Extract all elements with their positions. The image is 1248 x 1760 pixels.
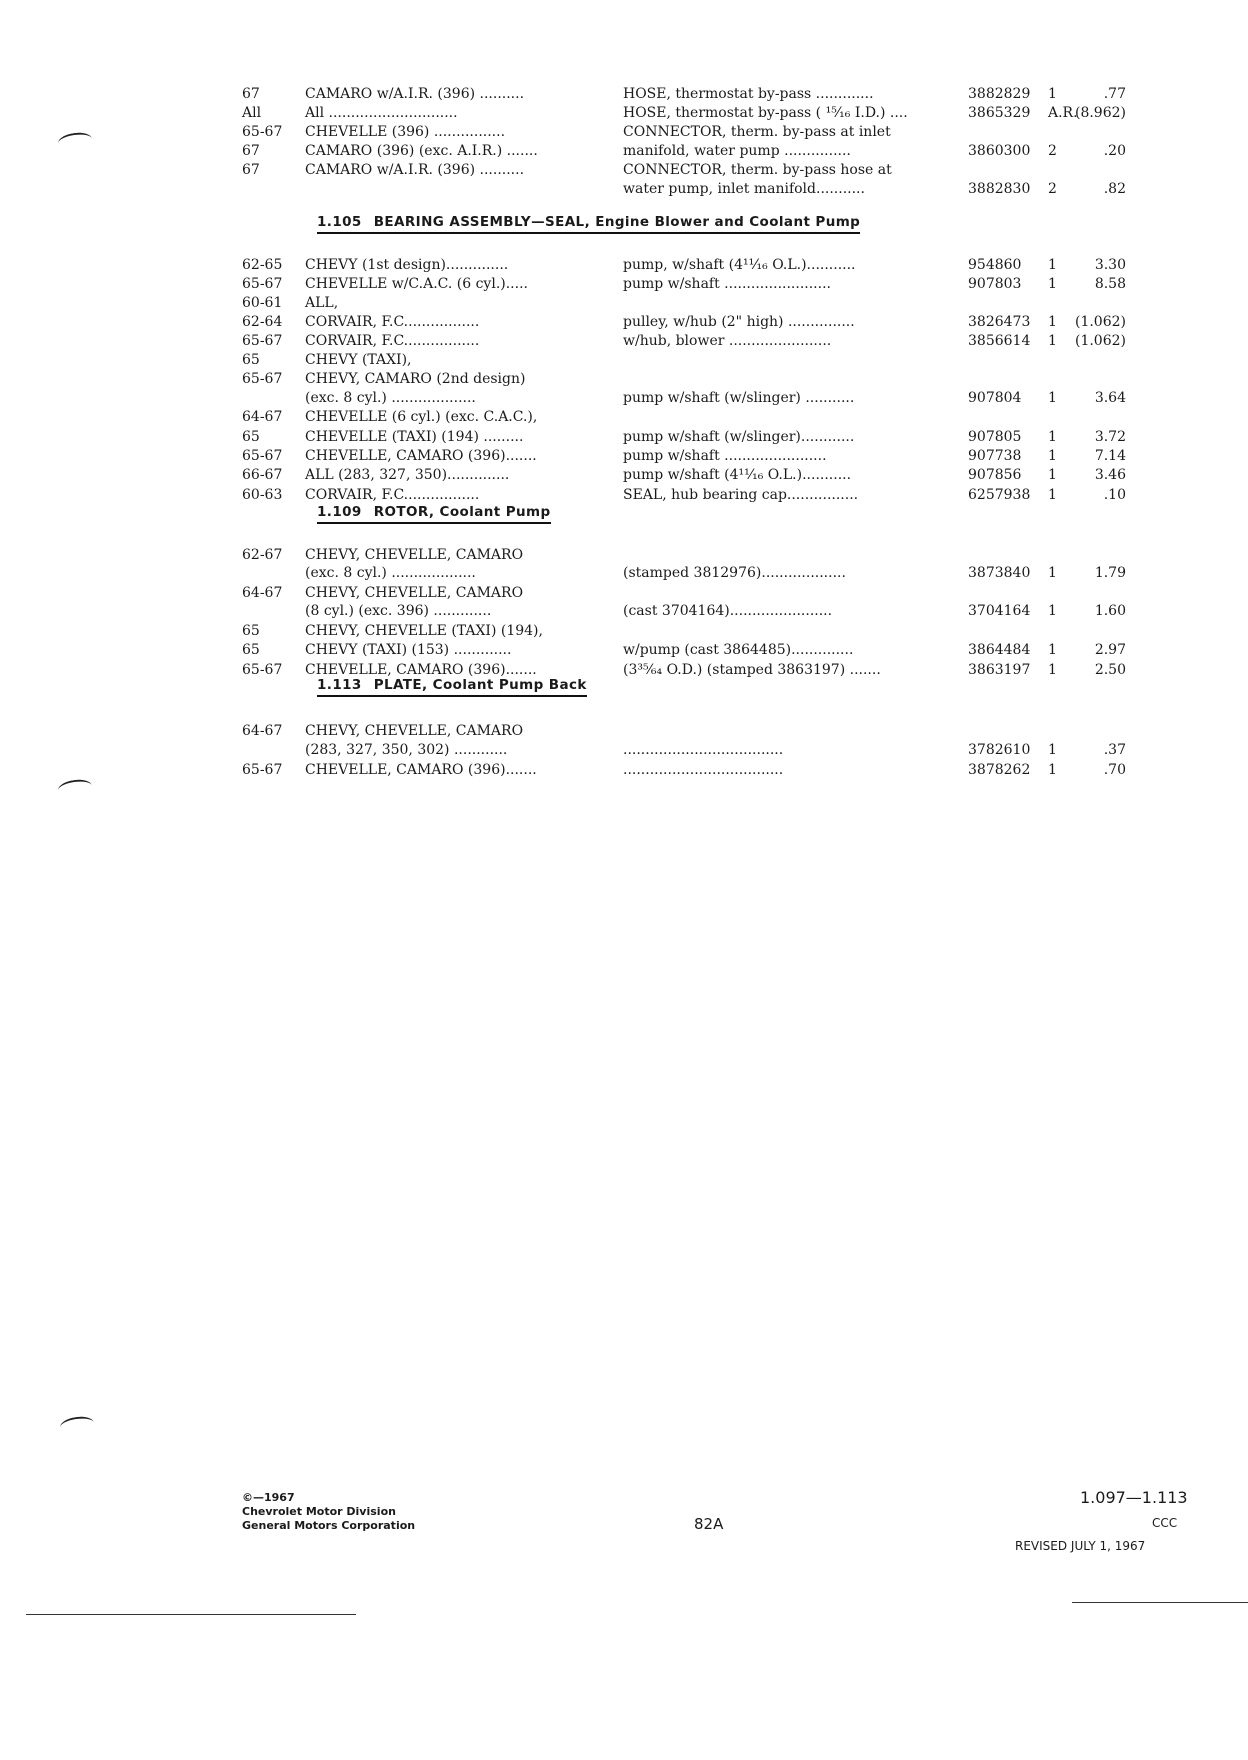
quantity: 1 bbox=[1048, 762, 1057, 778]
vehicle-model: CORVAIR, F.C................. bbox=[305, 314, 480, 330]
model-year: 65 bbox=[242, 352, 260, 368]
parts-row bbox=[0, 601, 1248, 621]
list-price: 2.97 bbox=[1094, 642, 1126, 658]
list-price: 3.46 bbox=[1094, 467, 1126, 483]
parts-row bbox=[0, 369, 1248, 389]
parts-row bbox=[0, 760, 1248, 780]
model-year: 67 bbox=[242, 143, 260, 159]
list-price: .70 bbox=[1103, 762, 1126, 778]
model-year: 65-67 bbox=[242, 448, 283, 464]
part-description: HOSE, thermostat by-pass ............. bbox=[623, 86, 874, 102]
vehicle-model: CHEVELLE (TAXI) (194) ......... bbox=[305, 429, 524, 445]
vehicle-model: CHEVY, CHEVELLE, CAMARO bbox=[305, 723, 524, 739]
vehicle-model: CHEVY, CAMARO (2nd design) bbox=[305, 371, 526, 387]
part-number: 3863197 bbox=[968, 662, 1031, 678]
part-number: 954860 bbox=[968, 257, 1022, 273]
vehicle-model: CHEVELLE (396) ................ bbox=[305, 124, 506, 140]
section-title: ROTOR, Coolant Pump bbox=[373, 504, 551, 520]
list-price: .37 bbox=[1103, 742, 1126, 758]
parts-row bbox=[0, 255, 1248, 275]
model-year: 65-67 bbox=[242, 371, 283, 387]
quantity: 1 bbox=[1048, 390, 1057, 406]
part-number: 3882830 bbox=[968, 181, 1031, 197]
model-year: 62-67 bbox=[242, 547, 283, 563]
section-number: 1.105 bbox=[317, 214, 362, 230]
model-year: 64-67 bbox=[242, 585, 283, 601]
quantity: 1 bbox=[1048, 429, 1057, 445]
list-price: 3.72 bbox=[1094, 429, 1126, 445]
vehicle-model: CHEVELLE w/C.A.C. (6 cyl.)..... bbox=[305, 276, 528, 292]
part-description: w/hub, blower ....................... bbox=[623, 333, 832, 349]
binding-mark bbox=[59, 1415, 95, 1436]
quantity: 1 bbox=[1048, 642, 1057, 658]
model-year: 60-61 bbox=[242, 295, 283, 311]
part-description: pump w/shaft (4¹¹⁄₁₆ O.L.)........... bbox=[623, 467, 852, 483]
list-price: 3.30 bbox=[1094, 257, 1126, 273]
list-price: 1.60 bbox=[1094, 603, 1126, 619]
parts-row bbox=[0, 485, 1248, 505]
vehicle-model: CHEVY, CHEVELLE (TAXI) (194), bbox=[305, 623, 543, 639]
section-heading bbox=[317, 213, 860, 234]
parts-row bbox=[0, 312, 1248, 332]
quantity: 1 bbox=[1048, 603, 1057, 619]
part-number: 3782610 bbox=[968, 742, 1031, 758]
vehicle-model: (exc. 8 cyl.) ................... bbox=[305, 565, 476, 581]
section-title: PLATE, Coolant Pump Back bbox=[373, 677, 587, 693]
part-number: 907804 bbox=[968, 390, 1022, 406]
vehicle-model: All ............................. bbox=[305, 105, 458, 121]
parts-row bbox=[0, 621, 1248, 641]
section-title: BEARING ASSEMBLY—SEAL, Engine Blower and Coolant Pump bbox=[373, 214, 861, 230]
corporation: General Motors Corporation bbox=[242, 1519, 416, 1532]
part-number: 907805 bbox=[968, 429, 1022, 445]
parts-row bbox=[0, 122, 1248, 142]
vehicle-model: CAMARO w/A.I.R. (396) .......... bbox=[305, 162, 525, 178]
vehicle-model: (exc. 8 cyl.) ................... bbox=[305, 390, 476, 406]
part-description: (3³⁵⁄₆₄ O.D.) (stamped 3863197) ....... bbox=[623, 662, 881, 678]
part-number: 3865329 bbox=[968, 105, 1031, 121]
part-description: pump w/shaft (w/slinger)............ bbox=[623, 429, 855, 445]
part-description: (cast 3704164)....................... bbox=[623, 603, 833, 619]
part-number: 3882829 bbox=[968, 86, 1031, 102]
section-heading bbox=[317, 676, 587, 697]
model-year: 65 bbox=[242, 642, 260, 658]
quantity: 1 bbox=[1048, 314, 1057, 330]
vehicle-model: (8 cyl.) (exc. 396) ............. bbox=[305, 603, 492, 619]
part-description: pump w/shaft ........................ bbox=[623, 276, 831, 292]
page-number: 82A bbox=[694, 1515, 724, 1533]
model-year: 65-67 bbox=[242, 124, 283, 140]
model-year: 65-67 bbox=[242, 762, 283, 778]
quantity: A.R. bbox=[1048, 105, 1078, 121]
part-number: 6257938 bbox=[968, 487, 1031, 503]
footer-publisher bbox=[242, 1491, 415, 1533]
bottom-rule-right bbox=[1072, 1602, 1248, 1603]
vehicle-model: CHEVY (TAXI), bbox=[305, 352, 412, 368]
quantity: 1 bbox=[1048, 333, 1057, 349]
part-description: CONNECTOR, therm. by-pass hose at bbox=[623, 162, 892, 178]
part-description: .................................... bbox=[623, 742, 784, 758]
part-description: pulley, w/hub (2" high) ............... bbox=[623, 314, 855, 330]
part-number: 3873840 bbox=[968, 565, 1031, 581]
quantity: 1 bbox=[1048, 86, 1057, 102]
vehicle-model: ALL, bbox=[305, 295, 339, 311]
parts-row bbox=[0, 465, 1248, 485]
vehicle-model: CAMARO w/A.I.R. (396) .......... bbox=[305, 86, 525, 102]
parts-row bbox=[0, 640, 1248, 660]
vehicle-model: CHEVELLE (6 cyl.) (exc. C.A.C.), bbox=[305, 409, 538, 425]
part-description: (stamped 3812976)................... bbox=[623, 565, 846, 581]
model-year: 64-67 bbox=[242, 409, 283, 425]
part-number: 907803 bbox=[968, 276, 1022, 292]
part-number: 3860300 bbox=[968, 143, 1031, 159]
parts-row bbox=[0, 427, 1248, 447]
vehicle-model: CHEVELLE, CAMARO (396)....... bbox=[305, 662, 537, 678]
part-number: 3856614 bbox=[968, 333, 1031, 349]
parts-row bbox=[0, 84, 1248, 104]
model-year: 62-64 bbox=[242, 314, 283, 330]
vehicle-model: ALL (283, 327, 350).............. bbox=[305, 467, 510, 483]
vehicle-model: CHEVELLE, CAMARO (396)....... bbox=[305, 448, 537, 464]
list-price: .77 bbox=[1103, 86, 1126, 102]
section-number: 1.113 bbox=[317, 677, 362, 693]
list-price: .10 bbox=[1103, 487, 1126, 503]
vehicle-model: CHEVY (TAXI) (153) ............. bbox=[305, 642, 512, 658]
quantity: 1 bbox=[1048, 662, 1057, 678]
list-price: 7.14 bbox=[1094, 448, 1126, 464]
list-price: (1.062) bbox=[1074, 333, 1126, 349]
list-price: 2.50 bbox=[1094, 662, 1126, 678]
parts-row bbox=[0, 583, 1248, 603]
parts-row bbox=[0, 446, 1248, 466]
part-description: .................................... bbox=[623, 762, 784, 778]
vehicle-model: CAMARO (396) (exc. A.I.R.) ....... bbox=[305, 143, 538, 159]
vehicle-model: CHEVELLE, CAMARO (396)....... bbox=[305, 762, 537, 778]
part-description: pump w/shaft (w/slinger) ........... bbox=[623, 390, 855, 406]
parts-row bbox=[0, 293, 1248, 313]
part-description: HOSE, thermostat by-pass ( ¹⁵⁄₁₆ I.D.) .... bbox=[623, 105, 908, 121]
part-number: 3826473 bbox=[968, 314, 1031, 330]
parts-row bbox=[0, 160, 1248, 180]
parts-row bbox=[0, 563, 1248, 583]
model-year: 65-67 bbox=[242, 276, 283, 292]
part-number: 907738 bbox=[968, 448, 1022, 464]
list-price: (8.962) bbox=[1074, 105, 1126, 121]
parts-row bbox=[0, 721, 1248, 741]
parts-row bbox=[0, 103, 1248, 123]
quantity: 1 bbox=[1048, 276, 1057, 292]
model-year: 65 bbox=[242, 623, 260, 639]
vehicle-model: CORVAIR, F.C................. bbox=[305, 487, 480, 503]
part-description: w/pump (cast 3864485).............. bbox=[623, 642, 854, 658]
group-range: 1.097—1.113 bbox=[1080, 1488, 1188, 1507]
quantity: 1 bbox=[1048, 565, 1057, 581]
model-year: 66-67 bbox=[242, 467, 283, 483]
parts-row bbox=[0, 274, 1248, 294]
parts-row bbox=[0, 179, 1248, 199]
part-description: water pump, inlet manifold........... bbox=[623, 181, 865, 197]
parts-row bbox=[0, 141, 1248, 161]
part-number: 3864484 bbox=[968, 642, 1031, 658]
parts-row bbox=[0, 660, 1248, 680]
model-year: 67 bbox=[242, 86, 260, 102]
parts-row bbox=[0, 331, 1248, 351]
part-description: manifold, water pump ............... bbox=[623, 143, 851, 159]
quantity: 2 bbox=[1048, 181, 1057, 197]
model-year: 62-65 bbox=[242, 257, 283, 273]
part-description: SEAL, hub bearing cap................ bbox=[623, 487, 859, 503]
list-price: .20 bbox=[1103, 143, 1126, 159]
part-description: CONNECTOR, therm. by-pass at inlet bbox=[623, 124, 891, 140]
vehicle-model: (283, 327, 350, 302) ............ bbox=[305, 742, 508, 758]
parts-row bbox=[0, 740, 1248, 760]
vehicle-model: CHEVY, CHEVELLE, CAMARO bbox=[305, 585, 524, 601]
vehicle-model: CHEVY (1st design).............. bbox=[305, 257, 509, 273]
parts-row bbox=[0, 407, 1248, 427]
quantity: 1 bbox=[1048, 487, 1057, 503]
model-year: 65 bbox=[242, 429, 260, 445]
part-number: 3704164 bbox=[968, 603, 1031, 619]
copyright: ©—1967 bbox=[242, 1491, 295, 1504]
catalog-code: CCC bbox=[1152, 1516, 1178, 1530]
quantity: 1 bbox=[1048, 448, 1057, 464]
vehicle-model: CHEVY, CHEVELLE, CAMARO bbox=[305, 547, 524, 563]
section-heading bbox=[317, 503, 551, 524]
quantity: 1 bbox=[1048, 257, 1057, 273]
division: Chevrolet Motor Division bbox=[242, 1505, 396, 1518]
list-price: 1.79 bbox=[1094, 565, 1126, 581]
list-price: 8.58 bbox=[1094, 276, 1126, 292]
model-year: 64-67 bbox=[242, 723, 283, 739]
parts-row bbox=[0, 545, 1248, 565]
section-number: 1.109 bbox=[317, 504, 362, 520]
model-year: 60-63 bbox=[242, 487, 283, 503]
part-description: pump, w/shaft (4¹¹⁄₁₆ O.L.)........... bbox=[623, 257, 856, 273]
parts-row bbox=[0, 388, 1248, 408]
model-year: 67 bbox=[242, 162, 260, 178]
parts-row bbox=[0, 350, 1248, 370]
quantity: 2 bbox=[1048, 143, 1057, 159]
list-price: .82 bbox=[1103, 181, 1126, 197]
model-year: 65-67 bbox=[242, 662, 283, 678]
part-number: 907856 bbox=[968, 467, 1022, 483]
bottom-rule-left bbox=[26, 1614, 356, 1615]
model-year: 65-67 bbox=[242, 333, 283, 349]
part-number: 3878262 bbox=[968, 762, 1031, 778]
model-year: All bbox=[242, 105, 262, 121]
part-description: pump w/shaft ....................... bbox=[623, 448, 827, 464]
quantity: 1 bbox=[1048, 467, 1057, 483]
binding-mark bbox=[57, 778, 93, 799]
revised-date: REVISED JULY 1, 1967 bbox=[1015, 1539, 1146, 1553]
quantity: 1 bbox=[1048, 742, 1057, 758]
list-price: (1.062) bbox=[1074, 314, 1126, 330]
list-price: 3.64 bbox=[1094, 390, 1126, 406]
vehicle-model: CORVAIR, F.C................. bbox=[305, 333, 480, 349]
